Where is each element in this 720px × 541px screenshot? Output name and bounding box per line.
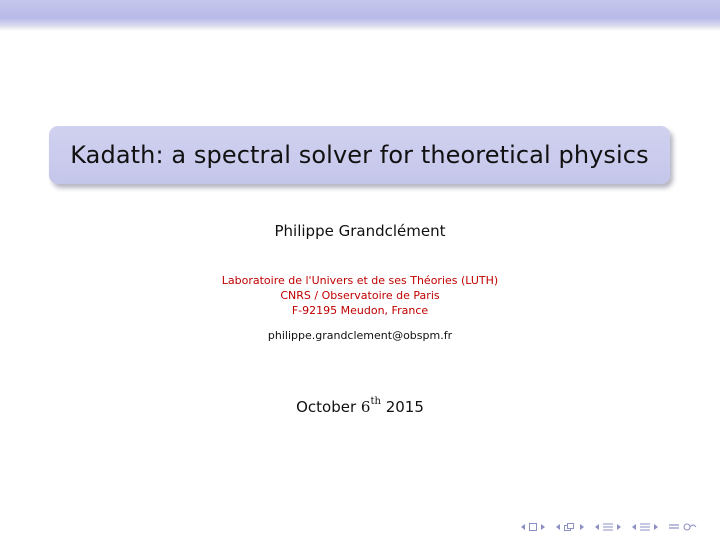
section-icon[interactable] — [639, 522, 651, 532]
institution-line-1: Laboratoire de l'Univers et de ses Théories (LUTH) — [221, 274, 499, 287]
date-day: 6 — [360, 398, 371, 416]
header-bar — [0, 0, 720, 26]
date-month: October — [296, 398, 357, 416]
search-icon[interactable] — [682, 522, 698, 532]
date-day-suffix: th — [370, 396, 381, 407]
institution-line-2: CNRS / Observatoire de Paris — [280, 289, 440, 302]
arrow-right-icon[interactable] — [653, 523, 659, 531]
header-bar-shadow — [0, 26, 720, 31]
nav-subsection-group — [555, 522, 585, 532]
slide-title: Kadath: a spectral solver for theoretical physics — [70, 141, 649, 169]
nav-frame-group — [520, 522, 546, 532]
beamer-navigation — [515, 521, 698, 533]
author-name: Philippe Grandclément — [274, 222, 446, 240]
presentation-date — [0, 398, 720, 416]
date-year: 2015 — [385, 398, 424, 416]
arrow-right-icon[interactable] — [540, 523, 546, 531]
arrow-left-icon[interactable] — [555, 523, 561, 531]
nav-section-group — [594, 522, 622, 532]
nav-tools-group — [668, 522, 698, 532]
nav-document-group — [631, 522, 659, 532]
align-icon[interactable] — [668, 522, 680, 532]
title-box — [49, 126, 670, 184]
institution-line-3: F-92195 Meudon, France — [291, 304, 429, 317]
section-icon[interactable] — [602, 522, 614, 532]
arrow-left-icon[interactable] — [631, 523, 637, 531]
subsection-icon[interactable] — [563, 522, 577, 532]
author-email[interactable]: philippe.grandclement@obspm.fr — [267, 329, 453, 342]
arrow-right-icon[interactable] — [579, 523, 585, 531]
arrow-left-icon[interactable] — [594, 523, 600, 531]
arrow-right-icon[interactable] — [616, 523, 622, 531]
arrow-left-icon[interactable] — [520, 523, 526, 531]
frame-icon[interactable] — [528, 522, 538, 532]
